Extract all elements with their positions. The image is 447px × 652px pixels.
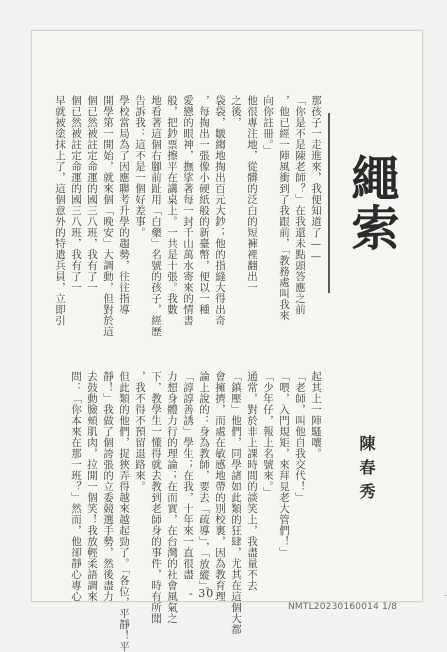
page-number: - 30 - bbox=[189, 587, 224, 600]
text-column: ，他已經一陣風衝到了我跟前，「教務處叫我來 bbox=[278, 95, 290, 321]
text-column: 開學第一開始，就來個「晚安」大調動，但對於這 bbox=[102, 95, 114, 337]
text-column: 之後， bbox=[230, 95, 242, 128]
title-rule bbox=[328, 113, 330, 293]
text-column: 向你註冊。」 bbox=[262, 95, 274, 156]
text-column: 力想身體力行的理論；在而實，在台灣的社會風氣之 bbox=[166, 371, 178, 624]
article-title: 繩索 bbox=[343, 153, 399, 253]
text-column: 早就被塗抹上了，這個意外的特遣兵員，立即引 bbox=[54, 95, 66, 326]
text-column: 個已然被註定命運的國三八班，我有了一 bbox=[86, 95, 98, 293]
text-column: 「你是不是陳老師？」在我還未點頭答應之前 bbox=[294, 95, 306, 315]
text-column: 那孩子一走進來，我便知道了—— bbox=[310, 95, 322, 263]
text-column: 「少年仔，報上名號來。」 bbox=[262, 371, 274, 498]
text-column: 問：「你本來在那一班？」然而，他卻靜心專心 bbox=[70, 371, 82, 602]
text-column: 下，教學生一懂得就去教到老師身的事件，時有所聞 bbox=[150, 371, 162, 624]
text-column: 「喂，入門規矩，來拜見老大管們！」 bbox=[278, 371, 290, 558]
article-author: 陳春秀 bbox=[357, 435, 376, 507]
text-column: 「諄諄善誘」學生；在我，十年來一直很盡 bbox=[182, 371, 194, 580]
text-column: 論上說的：身為教師，要去「疏導」，「放縱」。 bbox=[198, 371, 210, 598]
text-column: 「老師，叫他自我交代！」 bbox=[294, 371, 306, 503]
text-column: 但此類的他們，捉狹弄得越來越起勁了。「各位，平靜！平 bbox=[118, 371, 130, 652]
text-column: 通常，對於非上課時間的談笑上，我盡量不去 bbox=[246, 371, 258, 591]
text-column: 會擁擠，而處在敏感地帶的別校裏，因為教育理 bbox=[214, 371, 226, 602]
text-column: 地看著這個右腳前趾用「白藥」名號的孩子，經歷 bbox=[150, 95, 162, 337]
text-column: 去鼓動臉頰肌肉，拉開一個笑！我放輕柔語調來 bbox=[86, 371, 98, 602]
text-column: 袋袋，皺縐地掏出百元大鈔；他的指縫大得出奇 bbox=[214, 95, 226, 326]
text-column: 靜！」我做了個誇張的立委競選手勢，然後盡力 bbox=[102, 371, 114, 602]
text-column: 「鎮壓」他們，同學諸如此類的狂肆，尤其在這個大都 bbox=[230, 371, 242, 635]
text-column: 告訴我：這不是一個好差事。 bbox=[134, 95, 146, 238]
text-column: 他很專注地，從髒的泛白的短褲裡翻出一 bbox=[246, 95, 258, 293]
text-column: 起其上一陣騷嚷。 bbox=[310, 371, 322, 459]
text-column: 個已然被註定命運的國三八班，我有了一 bbox=[70, 95, 82, 293]
text-column: 愛戀的眼神，撫挲著每一封千山萬水寄來的情書 bbox=[182, 95, 194, 326]
document-page bbox=[31, 30, 423, 652]
archive-stamp: NMTL20230160014 1/8 bbox=[288, 602, 398, 612]
text-column: ，每掏出一張像小硬紙般的新臺幣，便以一種 bbox=[198, 95, 210, 315]
text-column: 般，把鈔票擦平在講桌上。一共是十張。我數 bbox=[166, 95, 178, 315]
text-column: ，我不得不預留退路來。 bbox=[134, 371, 146, 492]
text-column: 學校當局為了因應聯考升學的趨勢，往往指導 bbox=[118, 95, 130, 315]
